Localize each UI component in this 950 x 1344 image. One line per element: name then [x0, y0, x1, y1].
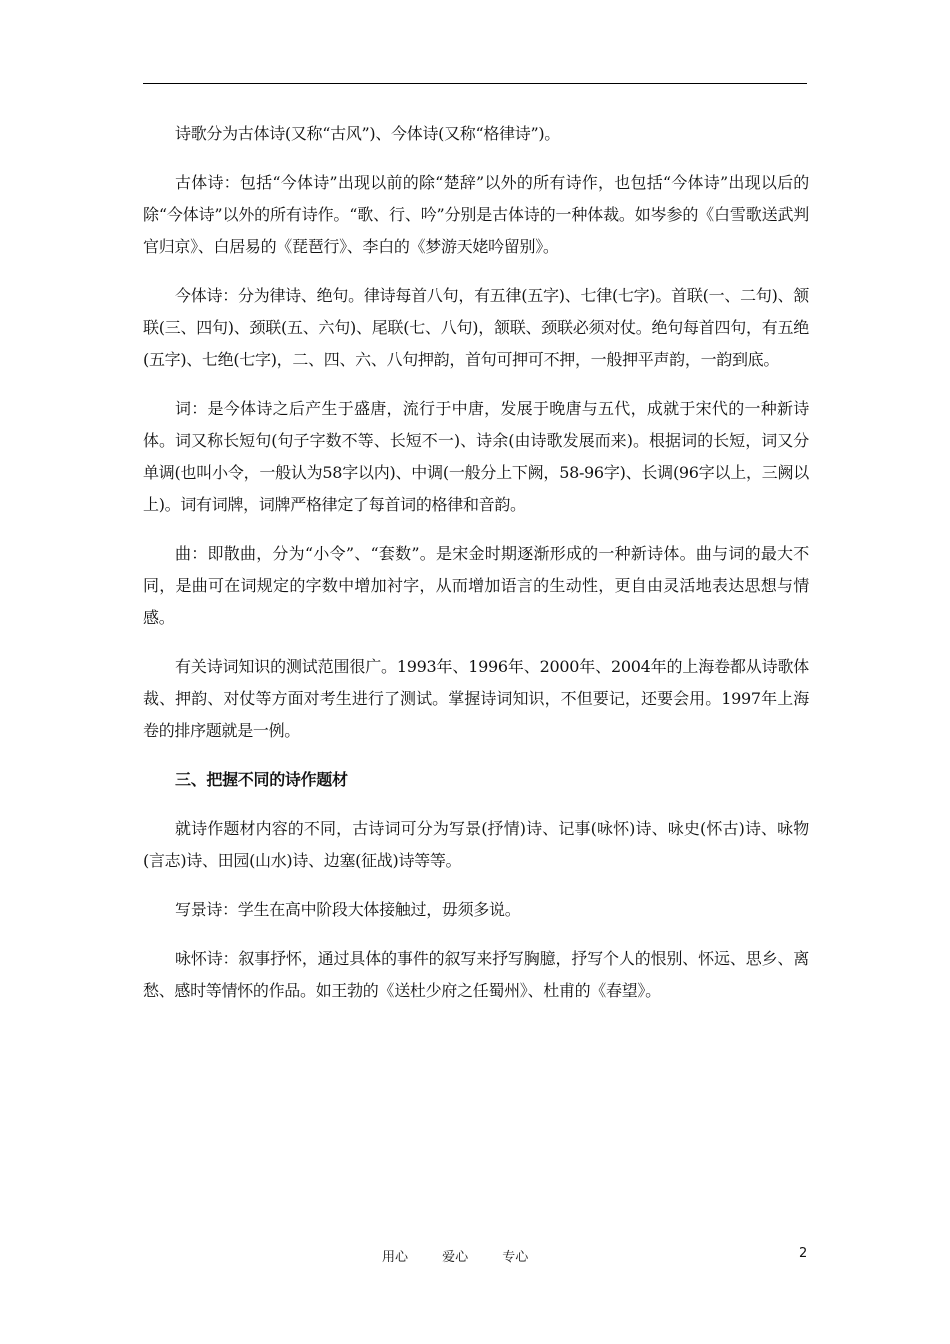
page-number: 2	[799, 1246, 808, 1261]
page-footer	[0, 1246, 950, 1268]
document-body	[143, 118, 809, 1024]
paragraph-modern-style: 今体诗：分为律诗、绝句。律诗每首八句，有五律(五字)、七律(七字)。首联(一、二句)、颔联(三、四句)、颈联(五、六句)、尾联(七、八句)，颔联、颈联必须对仗。绝句每首四句，有五绝(五字)、七绝(七字)，二、四、六、八句押韵，首句可押可不押，一般押平声韵，一韵到底。	[143, 286, 809, 369]
paragraph-ci: 词：是今体诗之后产生于盛唐，流行于中唐，发展于晚唐与五代，成就于宋代的一种新诗体。词又称长短句(句子字数不等、长短不一)、诗余(由诗歌发展而来)。根据词的长短，词又分单调(也叫小令，一般认为58字以内)、中调(一般分上下阙，58-96字)、长调(96字以上，三阙以上)。词有词牌，词牌严格律定了每首词的格律和音韵。	[143, 399, 809, 514]
section-heading: 三、把握不同的诗作题材	[175, 770, 348, 789]
paragraph-qu: 曲：即散曲，分为“小令”、“套数”。是宋金时期逐渐形成的一种新诗体。曲与词的最大不同，是曲可在词规定的字数中增加衬字，从而增加语言的生动性，更自由灵活地表达思想与情感。	[143, 544, 809, 627]
paragraph-reflection: 咏怀诗：叙事抒怀，通过具体的事件的叙写来抒写胸臆，抒写个人的恨别、怀远、思乡、离愁、感时等情怀的作品。如王勃的《送杜少府之任蜀州》、杜甫的《春望》。	[143, 949, 809, 1000]
footer-motto: 用心 爱心 专心	[382, 1250, 529, 1265]
paragraph-ancient-style: 古体诗：包括“今体诗”出现以前的除“楚辞”以外的所有诗作，也包括“今体诗”出现以后的除“今体诗”以外的所有诗作。“歌、行、吟”分别是古体诗的一种体裁。如岑参的《白雪歌送武判官归京》、白居易的《琵琶行》、李白的《梦游天姥吟留别》。	[143, 173, 809, 256]
paragraph-exam-scope: 有关诗词知识的测试范围很广。1993年、1996年、2000年、2004年的上海卷都从诗歌体裁、押韵、对仗等方面对考生进行了测试。掌握诗词知识，不但要记，还要会用。1997年上海卷的排序题就是一例。	[143, 657, 809, 740]
paragraph-themes: 就诗作题材内容的不同，古诗词可分为写景(抒情)诗、记事(咏怀)诗、咏史(怀古)诗、咏物(言志)诗、田园(山水)诗、边塞(征战)诗等等。	[143, 819, 809, 870]
paragraph-poetry-types: 诗歌分为古体诗(又称“古风”)、今体诗(又称“格律诗”)。	[175, 124, 560, 143]
paragraph-landscape: 写景诗：学生在高中阶段大体接触过，毋须多说。	[175, 900, 521, 919]
header-rule	[143, 83, 807, 84]
